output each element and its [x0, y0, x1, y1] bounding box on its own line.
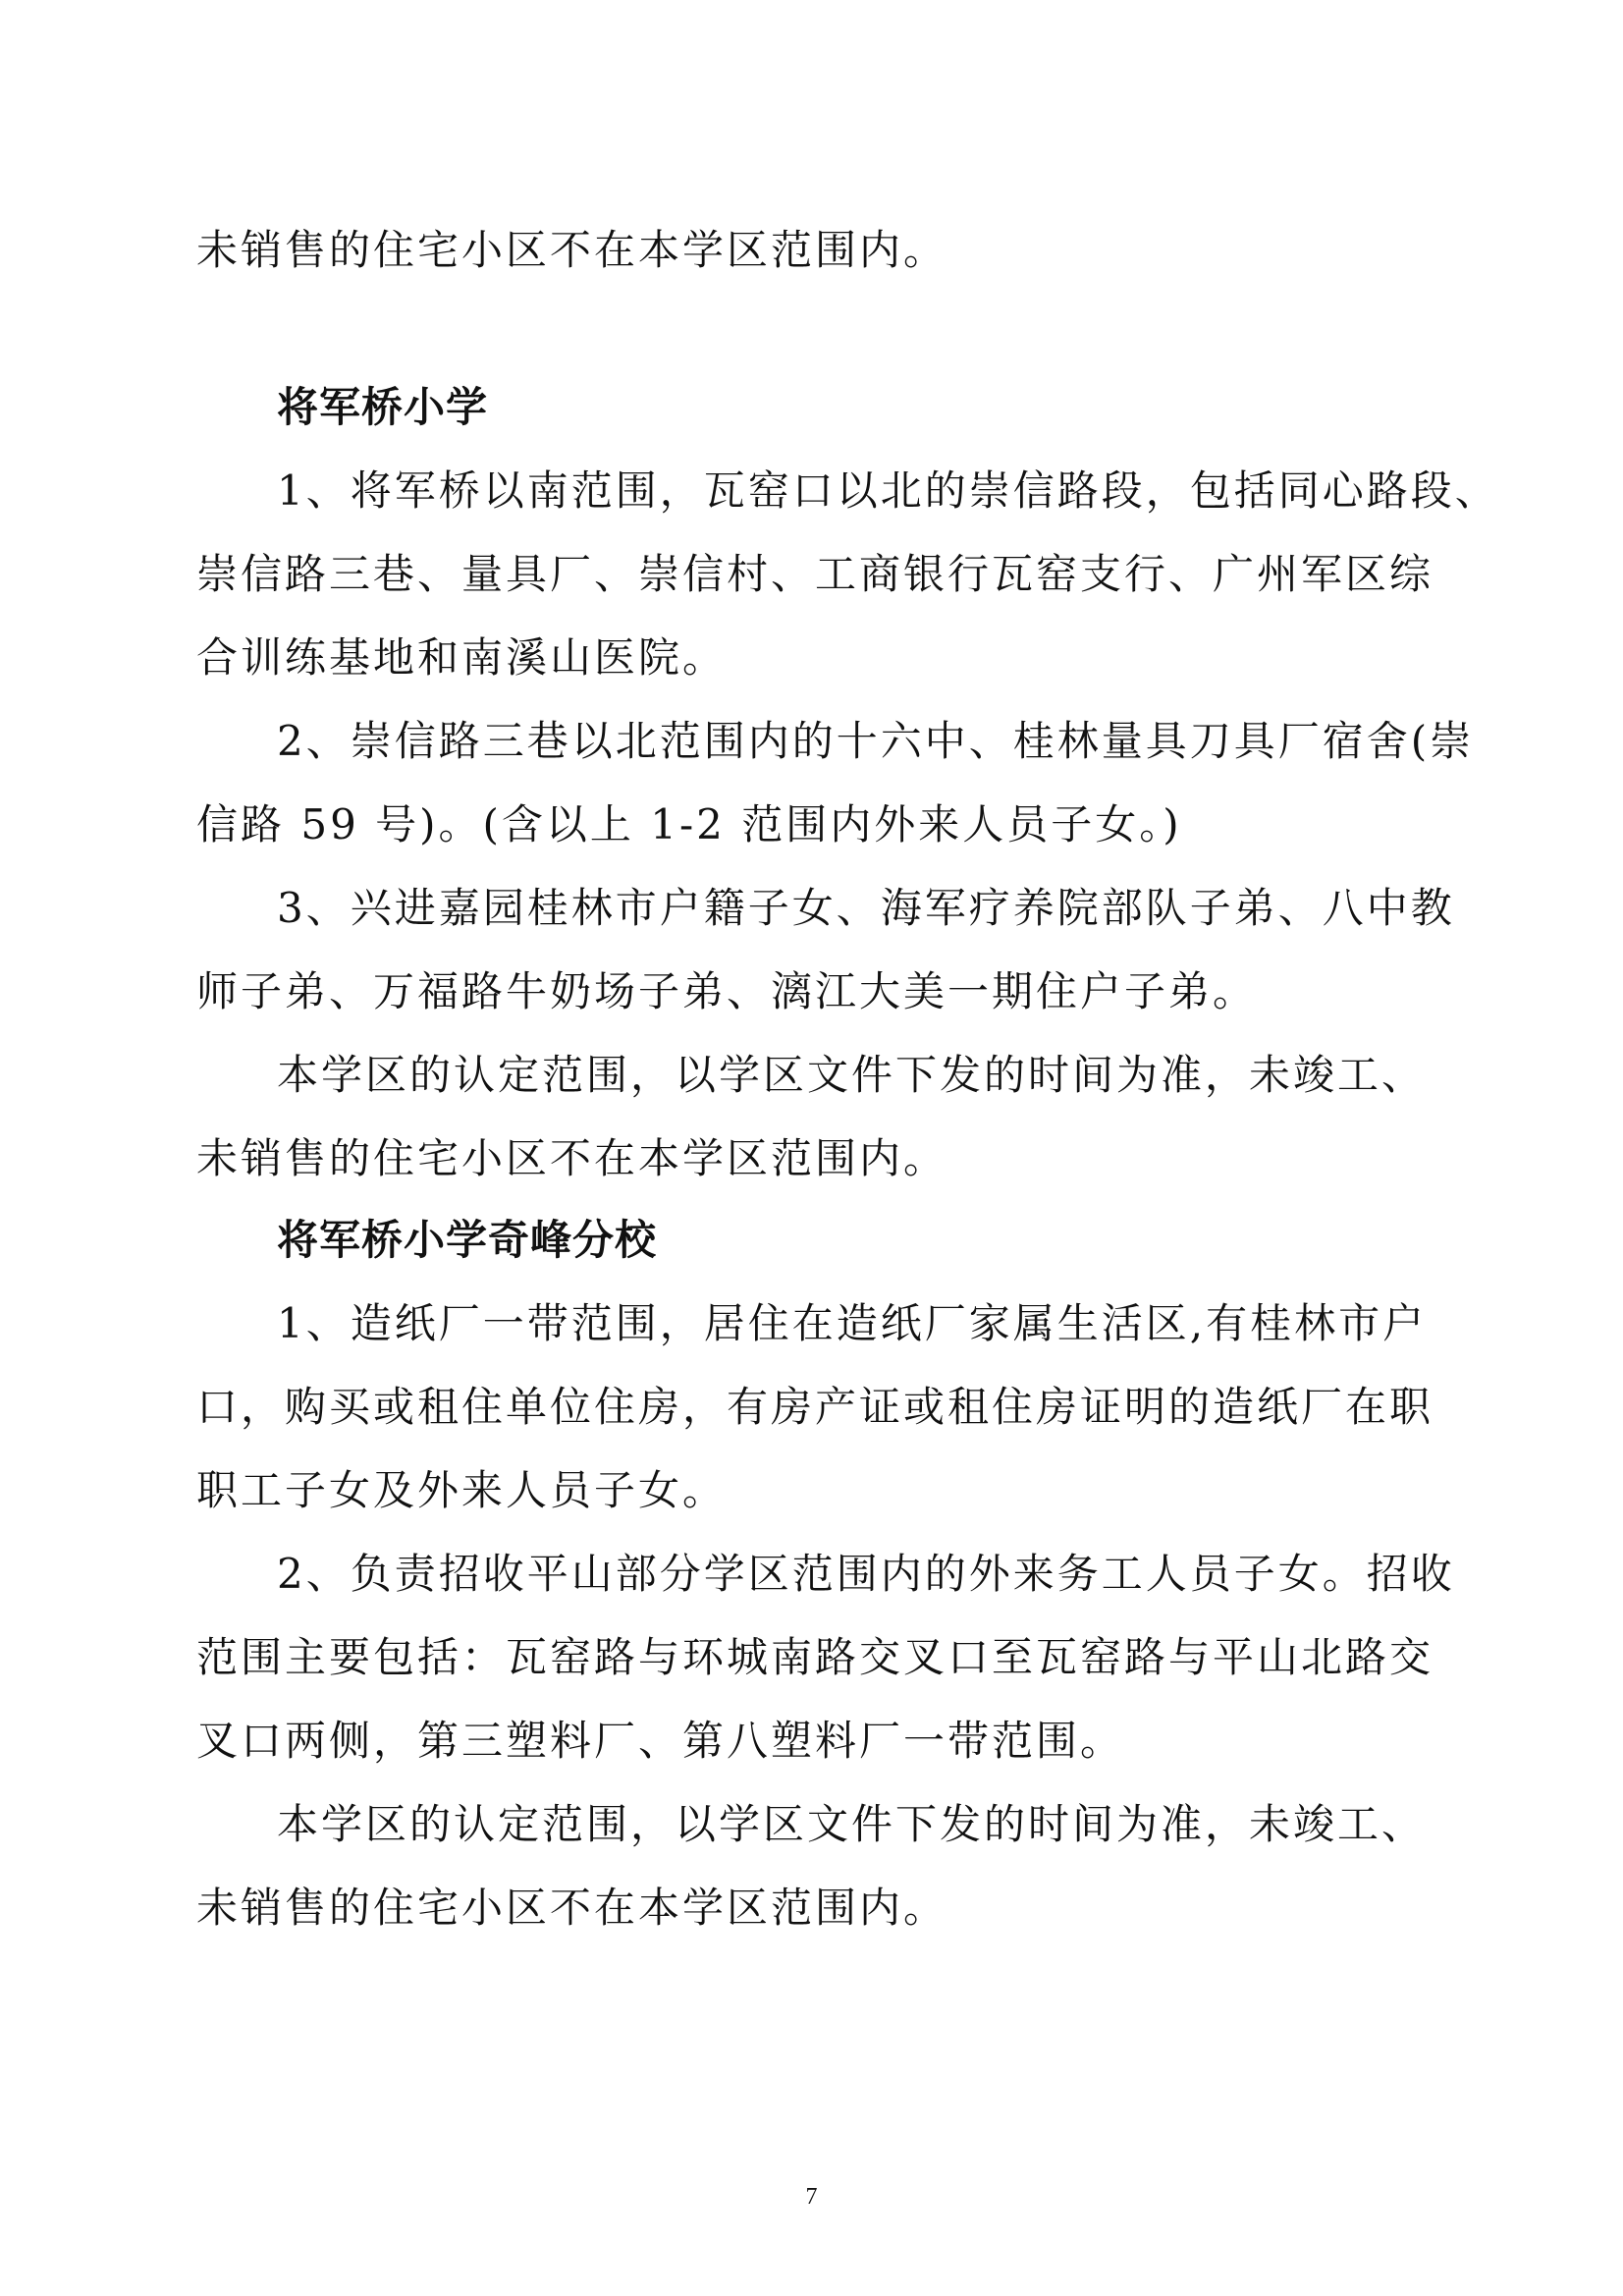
- section-heading-jiangjunqiao: 将军桥小学: [277, 383, 489, 431]
- text-line: 信路 59 号)。(含以上 1-2 范围内外来人员子女。): [196, 800, 1182, 848]
- text-line: 本学区的认定范围，以学区文件下发的时间为准，未竣工、: [277, 1051, 1427, 1099]
- text-line: 范围主要包括：瓦窑路与环城南路交叉口至瓦窑路与平山北路交: [196, 1633, 1434, 1681]
- text-line: 1、造纸厂一带范围，居住在造纸厂家属生活区,有桂林市户: [277, 1299, 1428, 1347]
- text-line: 未销售的住宅小区不在本学区范围内。: [196, 1884, 948, 1932]
- text-line: 2、崇信路三巷以北范围内的十六中、桂林量具刀具厂宿舍(崇: [277, 717, 1475, 765]
- text-line: 1、将军桥以南范围，瓦窑口以北的崇信路段，包括同心路段、: [277, 466, 1499, 515]
- text-line: 崇信路三巷、量具厂、崇信村、工商银行瓦窑支行、广州军区综: [196, 550, 1434, 598]
- text-line: 3、兴进嘉园桂林市户籍子女、海军疗养院部队子弟、八中教: [277, 884, 1455, 932]
- section-heading-qifeng-branch: 将军桥小学奇峰分校: [277, 1216, 658, 1264]
- text-line: 合训练基地和南溪山医院。: [196, 633, 728, 682]
- text-line: 叉口两侧，第三塑料厂、第八塑料厂一带范围。: [196, 1717, 1125, 1765]
- page-number: 7: [805, 2184, 818, 2210]
- text-line: 口，购买或租住单位住房，有房产证或租住房证明的造纸厂在职: [196, 1383, 1434, 1431]
- text-line: 本学区的认定范围，以学区文件下发的时间为准，未竣工、: [277, 1800, 1427, 1848]
- text-line: 师子弟、万福路牛奶场子弟、漓江大美一期住户子弟。: [196, 967, 1258, 1015]
- text-line: 未销售的住宅小区不在本学区范围内。: [196, 226, 948, 274]
- text-line: 未销售的住宅小区不在本学区范围内。: [196, 1134, 948, 1182]
- text-line: 2、负责招收平山部分学区范围内的外来务工人员子女。招收: [277, 1550, 1455, 1598]
- text-line: 职工子女及外来人员子女。: [196, 1466, 728, 1514]
